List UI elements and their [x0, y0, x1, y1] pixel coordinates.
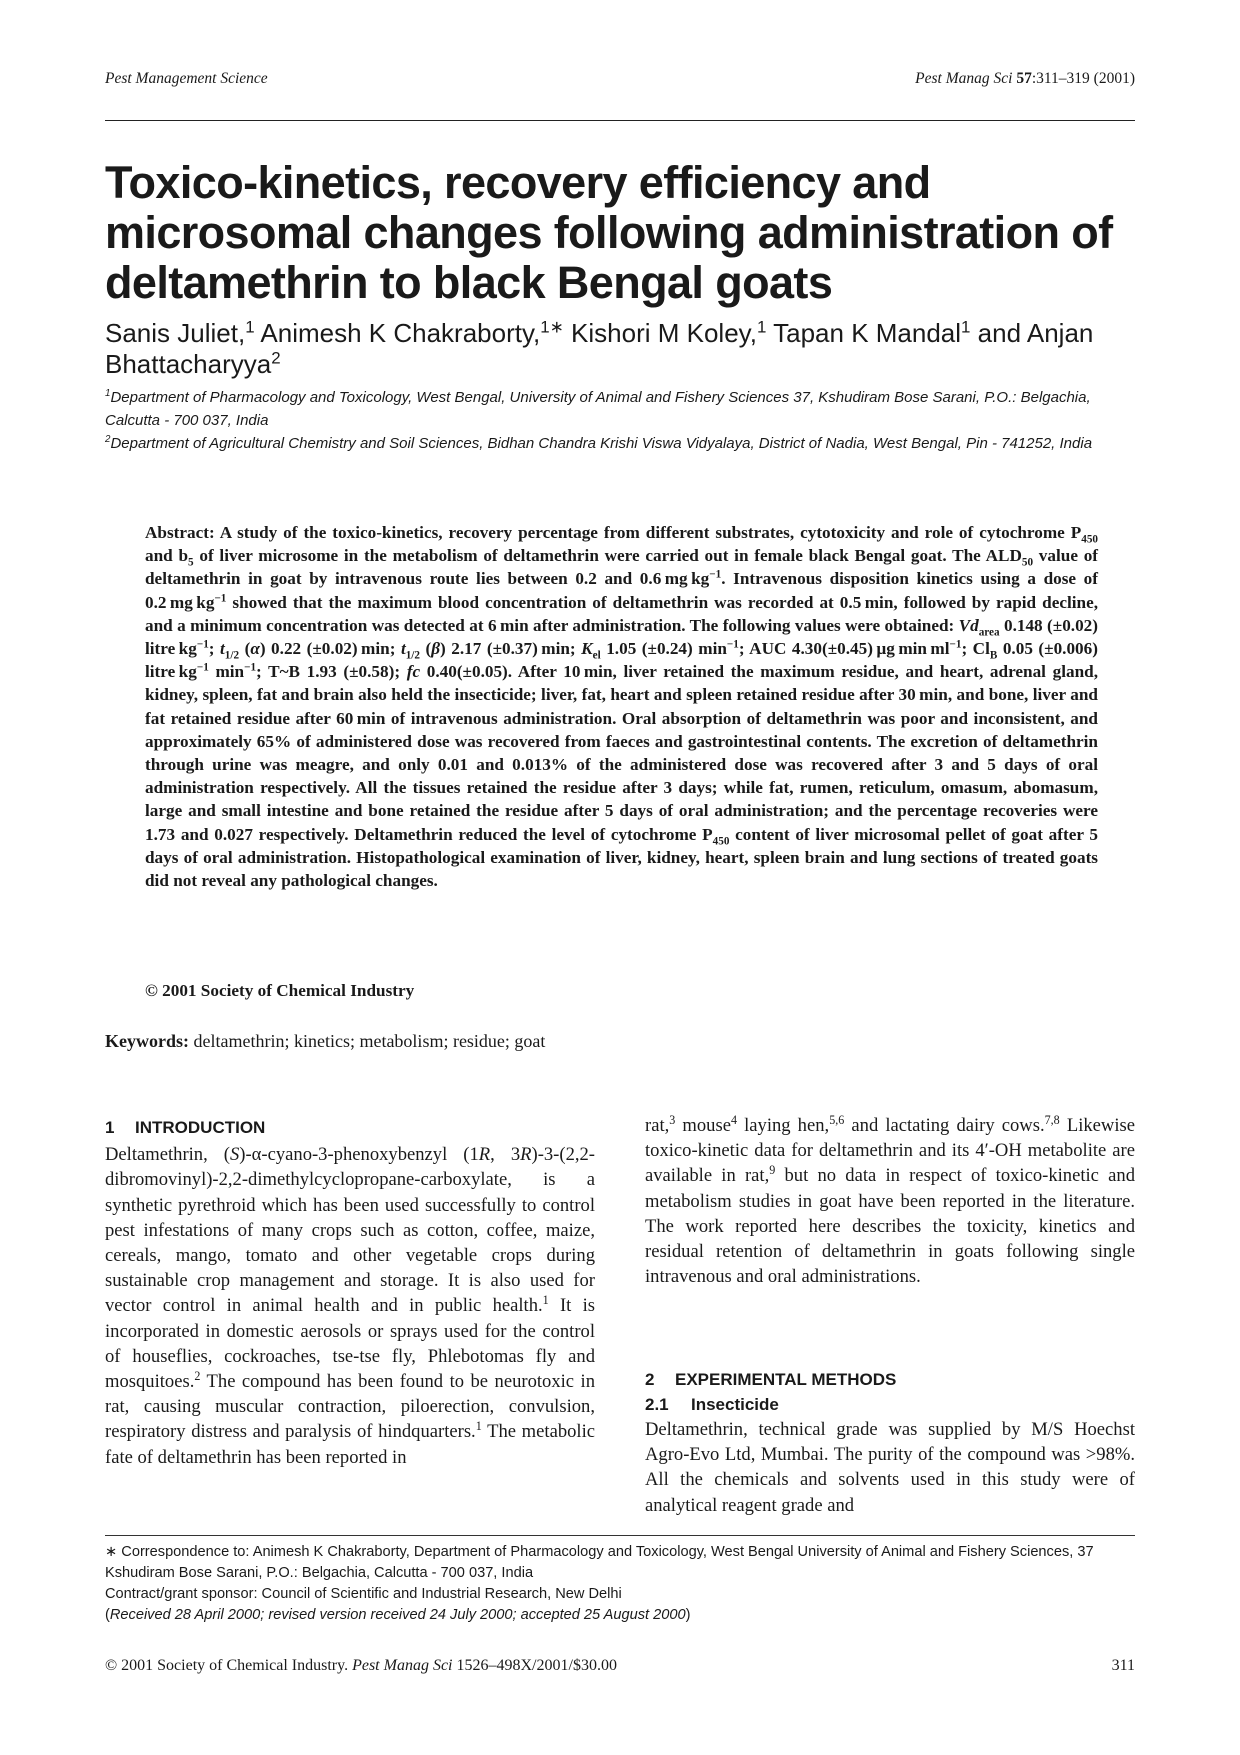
author-affil-mark: 1 [245, 317, 255, 337]
footer-journal: Pest Manag Sci [352, 1657, 453, 1674]
affiliation-mark: 1 [105, 388, 111, 399]
keywords [105, 1031, 545, 1052]
intro-column [105, 1115, 595, 1470]
footnote-rule [105, 1535, 1135, 1536]
received-dates: Received 28 April 2000; revised version received 24 July 2000; accepted 25 August 2000 [109, 1607, 686, 1623]
section-number: 2 [645, 1370, 655, 1389]
affiliation-text: Department of Pharmacology and Toxicology, West Bengal, University of Animal and Fishery Sciences 37, Kshudiram Bose Sarani, P.O.: Belgachia, Calcutta - 700 037, India [105, 389, 1091, 429]
methods-section [645, 1367, 1135, 1518]
author-and: and [977, 318, 1022, 348]
author-affil-mark: 2 [271, 348, 281, 368]
affiliation-mark: 2 [105, 434, 111, 445]
section-title: INTRODUCTION [135, 1118, 266, 1137]
footnote-correspondence: ∗ Correspondence to: Animesh K Chakraborty, Department of Pharmacology and Toxicology, West Bengal University of Animal and Fishery Sciences, 37 Kshudiram Bose Sarani, P.O.: Belgachia, Calcutta - 700 037, India [105, 1544, 1094, 1581]
citation-pages: :311–319 (2001) [1031, 70, 1135, 87]
article-title: Toxico-kinetics, recovery efficiency and microsomal changes following administration of deltamethrin to black Bengal goats [105, 157, 1113, 308]
insecticide-paragraph: Deltamethrin, technical grade was supplied by M/S Hoechst Agro-Evo Ltd, Mumbai. The purity of the compound was >98%. All the chemicals and solvents used in this study were of analytical reagent grade and [645, 1419, 1135, 1516]
keywords-text: deltamethrin; kinetics; metabolism; residue; goat [193, 1031, 546, 1051]
section-heading-methods [645, 1367, 1135, 1392]
section-number: 1 [105, 1118, 115, 1137]
subsection-number: 2.1 [645, 1395, 669, 1414]
author-list [105, 318, 1145, 380]
running-header-citation [915, 70, 1135, 88]
affiliation-2 [105, 432, 1145, 455]
author-affil-mark: 1 [961, 317, 971, 337]
subsection-heading-insecticide [645, 1392, 1135, 1417]
subsection-title: Insecticide [691, 1395, 779, 1414]
keywords-label: Keywords: [105, 1031, 189, 1051]
author-bhattacharyya: Anjan Bhattacharyya [105, 318, 1094, 379]
author-affil-mark: 1∗ [540, 317, 564, 337]
affiliation-1 [105, 386, 1145, 432]
citation-journal: Pest Manag Sci [915, 70, 1013, 87]
footer-copyright: © 2001 Society of Chemical Industry. [105, 1657, 349, 1674]
author-chakraborty: Animesh K Chakraborty, [260, 318, 541, 348]
page-footer [105, 1657, 1135, 1675]
section-title: EXPERIMENTAL METHODS [675, 1370, 897, 1389]
affiliation-text: Department of Agricultural Chemistry and Soil Sciences, Bidhan Chandra Krishi Viswa Vidyalaya, District of Nadia, West Bengal, Pin - 741252, India [110, 435, 1093, 452]
abstract-label: Abstract: [145, 523, 215, 542]
section-heading-introduction [105, 1115, 595, 1140]
header-rule [105, 120, 1135, 121]
footer-issn: 1526–498X/2001/$30.00 [456, 1657, 617, 1674]
footnote-sponsor: Contract/grant sponsor: Council of Scientific and Industrial Research, New Delhi [105, 1586, 622, 1602]
author-affil-mark: 1 [756, 317, 767, 337]
abstract: Abstract: A study of the toxico-kinetics, recovery percentage from different substrates, cytotoxicity and role of cytochrome $P_{450}$ and $b_5$ of liver microsome in the metabolism of deltamethrin were carried out in female black Bengal goat. The $ALD_{50}$ value of deltamethrin in goat by intravenous route lies between 0.2 and 0.6 mg $kg^{-1}$. Intravenous disposition kinetics using a dose of 0.2 mg $kg^{-1}$ showed that the maximum blood concentration of deltamethrin was recorded at 0.5 min, followed by rapid decline, and a minimum concentration was detected at 6 min after administration. The following values were obtained: $Vd_{area}$ 0.148 (±0.02) litre $kg^{-1}$; $t_{1/2}$ (α) 0.22 (±0.02) min; $t_{1/2}$ (β) 2.17 (±0.37) min; $K_{el}$ 1.05 (±0.24) $\min^{-1}$; AUC 4.30(±0.45) µg $\min ml^{-1}$; $Cl_B$ 0.05 (±0.006) litre $kg^{-1}$ $\min^{-1}$; T~B 1.93 (±0.58); fc 0.40(±0.05). After 10 min, liver retained the maximum residue, and heart, adrenal gland, kidney, spleen, fat and brain also held the insecticide; liver, fat, heart and spleen retained residue after 30 min, and bone, liver and fat retained residue after 60 min of intravenous administration. Oral absorption of deltamethrin was poor and inconsistent, and approximately 65% of administered dose was recovered from faeces and gastrointestinal contents. The excretion of deltamethrin through urine was meagre, and only 0.01 and 0.013% of the administered dose was recovered after 3 and 5 days of oral administration respectively. All the tissues retained the residue after 3 days; while fat, rumen, reticulum, omasum, abomasum, large and small intestine and bone retained the residue after 5 days of oral administration; and the percentage recoveries were 1.73 and 0.027 respectively. Deltamethrin reduced the level of cytochrome $P_{450}$ content of liver microsomal pellet of goat after 5 days of oral administration. Histopathological examination of liver, kidney, heart, spleen brain and lung sections of treated goats did not reveal any pathological changes. [145, 523, 1099, 891]
footnote-received: (Received 28 April 2000; revised version received 24 July 2000; accepted 25 August 2000) [105, 1607, 691, 1623]
author-mandal: Tapan K Mandal [773, 318, 962, 348]
intro-paragraph: Deltamethrin, (S)-α-cyano-3-phenoxybenzyl (1R, 3R)-3-(2,2-dibromovinyl)-2,2-dimethylcyclopropane-carboxylate, is a synthetic pyrethroid which has been used successfully to control pest infestations of many crops such as cotton, coffee, maize, cereals, mango, tomato and other vegetable crops during sustainable crop management and storage. It is also used for vector control in animal health and in public health.$^1$ It is incorporated in domestic aerosols or sprays used for the control of houseflies, cockroaches, tse-tse fly, Phlebotomas fly and mosquitoes.$^2$ The compound has been found to be neurotoxic in rat, causing muscular contraction, piloerection, convulsion, respiratory distress and paralysis of hindquarters.$^1$ The metabolic fate of deltamethrin has been reported in [105, 1144, 596, 1468]
citation-volume: 57 [1016, 70, 1032, 87]
intro-continuation: rat,$^3$ mouse$^4$ laying hen,$^{5,6}$ and lactating dairy cows.$^{7,8}$ Likewise toxico-kinetic data for deltamethrin and its 4′-OH metabolite are available in rat,$^9$ but no data in respect of toxico-kinetic and metabolism studies in goat have been reported in the literature. The work reported here describes the toxicity, kinetics and residual retention of deltamethrin in goats following single intravenous and oral administrations. [645, 1112, 1135, 1288]
author-koley: Kishori M Koley, [571, 318, 757, 348]
author-juliet: Sanis Juliet, [105, 318, 246, 348]
running-header-journal: Pest Management Science [105, 70, 268, 87]
abstract-copyright: © 2001 Society of Chemical Industry [145, 981, 415, 1000]
page-number: 311 [1111, 1657, 1135, 1674]
